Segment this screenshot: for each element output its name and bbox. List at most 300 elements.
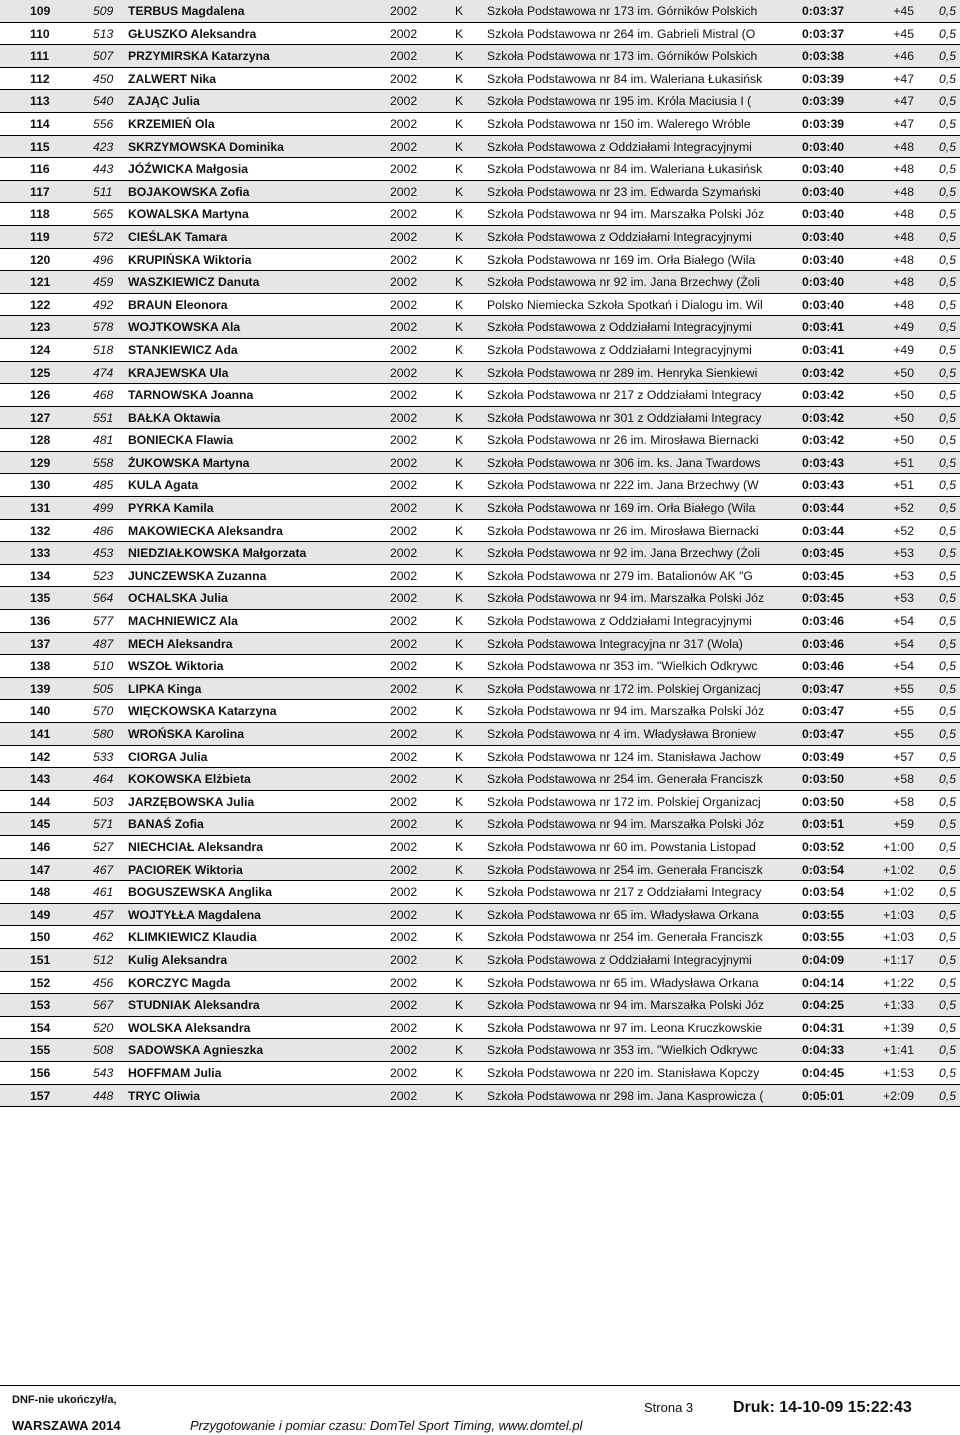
sex-cell: K (455, 388, 464, 403)
year-cell: 2002 (390, 636, 418, 651)
place-cell: 138 (30, 659, 51, 674)
diff-cell: +1:00 (883, 839, 914, 854)
time-cell: 0:03:39 (802, 116, 845, 131)
sex-cell: K (455, 162, 464, 177)
school-cell: Szkoła Podstawowa nr 26 im. Mirosława Biernacki (487, 433, 759, 448)
sex-cell: K (455, 727, 464, 741)
name-cell: WASZKIEWICZ Danuta (128, 275, 260, 290)
time-cell: 0:03:45 (802, 591, 845, 606)
points-cell: 0,5 (939, 320, 956, 335)
name-cell: PACIOREK Wiktoria (128, 862, 243, 877)
points-cell: 0,5 (939, 704, 956, 719)
diff-cell: +48 (893, 207, 914, 222)
table-row (0, 1085, 960, 1108)
sex-cell: K (455, 71, 464, 86)
table-row (0, 678, 960, 701)
name-cell: KLIMKIEWICZ Klaudia (128, 930, 257, 945)
name-cell: BOJAKOWSKA Zofia (128, 184, 250, 199)
name-cell: ZAJĄC Julia (128, 94, 200, 109)
points-cell: 0,5 (939, 636, 956, 651)
sex-cell: K (455, 433, 464, 448)
time-cell: 0:03:45 (802, 546, 845, 561)
bib-cell: 556 (93, 116, 114, 131)
bib-cell: 468 (93, 388, 114, 403)
school-cell: Szkoła Podstawowa nr 172 im. Polskiej Organizacj (487, 794, 761, 809)
place-cell: 142 (30, 749, 51, 764)
table-row (0, 1039, 960, 1062)
time-cell: 0:03:55 (802, 930, 845, 945)
school-cell: Szkoła Podstawowa nr 94 im. Marszałka Polski Józ (487, 817, 765, 832)
name-cell: LIPKA Kinga (128, 681, 202, 696)
time-cell: 0:04:31 (802, 1020, 845, 1035)
year-cell: 2002 (390, 26, 418, 41)
time-cell: 0:03:46 (802, 659, 845, 674)
table-row (0, 181, 960, 204)
points-cell: 0,5 (939, 501, 956, 516)
place-cell: 151 (30, 952, 51, 967)
table-row (0, 136, 960, 159)
sex-cell: K (455, 975, 464, 990)
name-cell: KOKOWSKA Elżbieta (128, 772, 251, 787)
year-cell: 2002 (390, 659, 418, 674)
points-cell: 0,5 (939, 975, 956, 990)
sex-cell: K (455, 478, 464, 493)
name-cell: WROŃSKA Karolina (128, 727, 245, 741)
school-cell: Szkoła Podstawowa nr 65 im. Władysława Orkana (487, 907, 759, 922)
table-row (0, 723, 960, 746)
name-cell: GŁUSZKO Aleksandra (128, 26, 257, 41)
year-cell: 2002 (390, 952, 418, 967)
place-cell: 110 (30, 26, 50, 41)
table-row (0, 90, 960, 113)
name-cell: WSZOŁ Wiktoria (128, 659, 224, 674)
sex-cell: K (455, 184, 464, 199)
name-cell: TRYC Oliwia (128, 1088, 201, 1103)
bib-cell: 462 (93, 930, 114, 945)
table-row (0, 497, 960, 520)
school-cell: Szkoła Podstawowa nr 195 im. Króla Maciusia I ( (487, 94, 752, 109)
diff-cell: +54 (893, 659, 914, 674)
points-cell: 0,5 (939, 907, 956, 922)
name-cell: SADOWSKA Agnieszka (128, 1043, 264, 1058)
bib-cell: 513 (93, 26, 114, 41)
diff-cell: +47 (893, 94, 914, 109)
sex-cell: K (455, 794, 464, 809)
sex-cell: K (455, 410, 464, 425)
year-cell: 2002 (390, 455, 418, 470)
year-cell: 2002 (390, 885, 418, 900)
place-cell: 126 (30, 388, 51, 403)
points-cell: 0,5 (939, 342, 956, 357)
bib-cell: 508 (93, 1043, 114, 1058)
bib-cell: 512 (93, 952, 114, 967)
bib-cell: 474 (93, 365, 114, 380)
bib-cell: 551 (93, 410, 114, 425)
sex-cell: K (455, 207, 464, 222)
table-row (0, 836, 960, 859)
place-cell: 141 (30, 727, 51, 741)
bib-cell: 507 (93, 49, 114, 64)
time-cell: 0:04:09 (802, 952, 845, 967)
table-row (0, 813, 960, 836)
school-cell: Szkoła Podstawowa nr 173 im. Górników Polskich (487, 49, 758, 64)
year-cell: 2002 (390, 342, 418, 357)
sex-cell: K (455, 252, 464, 267)
name-cell: BANAŚ Zofia (128, 817, 204, 832)
diff-cell: +59 (893, 817, 914, 832)
year-cell: 2002 (390, 229, 418, 244)
place-cell: 129 (30, 455, 51, 470)
diff-cell: +1:53 (883, 1065, 914, 1080)
year-cell: 2002 (390, 568, 418, 583)
time-cell: 0:03:42 (802, 433, 845, 448)
points-cell: 0,5 (939, 139, 956, 154)
place-cell: 125 (30, 365, 51, 380)
school-cell: Szkoła Podstawowa nr 254 im. Generała Franciszk (487, 772, 763, 787)
diff-cell: +57 (893, 749, 914, 764)
year-cell: 2002 (390, 388, 418, 403)
name-cell: WOJTYŁŁA Magdalena (128, 907, 261, 922)
place-cell: 111 (30, 49, 49, 64)
sex-cell: K (455, 1088, 464, 1103)
sex-cell: K (455, 546, 464, 561)
year-cell: 2002 (390, 184, 418, 199)
place-cell: 136 (30, 614, 51, 629)
table-row (0, 249, 960, 272)
diff-cell: +1:02 (883, 885, 914, 900)
name-cell: CIEŚLAK Tamara (128, 229, 228, 244)
year-cell: 2002 (390, 1043, 418, 1058)
year-cell: 2002 (390, 591, 418, 606)
bib-cell: 492 (93, 297, 114, 312)
time-cell: 0:03:41 (802, 342, 845, 357)
bib-cell: 467 (93, 862, 114, 877)
school-cell: Szkoła Podstawowa nr 220 im. Stanisława Kopczy (487, 1065, 760, 1080)
sex-cell: K (455, 636, 464, 651)
time-cell: 0:03:52 (802, 839, 845, 854)
time-cell: 0:03:39 (802, 71, 845, 86)
diff-cell: +51 (893, 455, 914, 470)
place-cell: 131 (30, 501, 51, 516)
bib-cell: 511 (93, 184, 113, 199)
bib-cell: 505 (93, 681, 114, 696)
bib-cell: 543 (93, 1065, 114, 1080)
diff-cell: +48 (893, 229, 914, 244)
place-cell: 153 (30, 998, 51, 1013)
year-cell: 2002 (390, 297, 418, 312)
school-cell: Szkoła Podstawowa z Oddziałami Integracyjnymi (487, 952, 752, 967)
table-row (0, 994, 960, 1017)
time-cell: 0:03:41 (802, 320, 845, 335)
school-cell: Szkoła Podstawowa nr 254 im. Generała Franciszk (487, 862, 763, 877)
name-cell: OCHALSKA Julia (128, 591, 228, 606)
diff-cell: +1:02 (883, 862, 914, 877)
year-cell: 2002 (390, 794, 418, 809)
table-row (0, 949, 960, 972)
school-cell: Szkoła Podstawowa nr 94 im. Marszałka Polski Józ (487, 591, 765, 606)
table-row (0, 45, 960, 68)
year-cell: 2002 (390, 365, 418, 380)
name-cell: KOWALSKA Martyna (128, 207, 249, 222)
table-row (0, 294, 960, 317)
diff-cell: +52 (893, 501, 914, 516)
diff-cell: +48 (893, 184, 914, 199)
school-cell: Szkoła Podstawowa nr 94 im. Marszałka Polski Józ (487, 998, 765, 1013)
school-cell: Szkoła Podstawowa nr 94 im. Marszałka Polski Józ (487, 704, 765, 719)
school-cell: Szkoła Podstawowa nr 92 im. Jana Brzechwy (Żoli (487, 546, 760, 561)
time-cell: 0:03:46 (802, 636, 845, 651)
name-cell: JUNCZEWSKA Zuzanna (128, 568, 267, 583)
bib-cell: 580 (93, 727, 114, 741)
place-cell: 116 (30, 162, 50, 177)
sex-cell: K (455, 998, 464, 1013)
table-row (0, 700, 960, 723)
sex-cell: K (455, 26, 464, 41)
place-cell: 124 (30, 342, 51, 357)
place-cell: 145 (30, 817, 51, 832)
sex-cell: K (455, 659, 464, 674)
year-cell: 2002 (390, 1020, 418, 1035)
school-cell: Szkoła Podstawowa nr 169 im. Orła Białego (Wila (487, 252, 756, 267)
bib-cell: 540 (93, 94, 114, 109)
sex-cell: K (455, 862, 464, 877)
time-cell: 0:03:42 (802, 410, 845, 425)
year-cell: 2002 (390, 139, 418, 154)
school-cell: Szkoła Podstawowa nr 92 im. Jana Brzechwy (Żoli (487, 275, 760, 290)
points-cell: 0,5 (939, 162, 956, 177)
diff-cell: +1:39 (883, 1020, 914, 1035)
time-cell: 0:04:14 (802, 975, 845, 990)
time-cell: 0:04:33 (802, 1043, 845, 1058)
time-cell: 0:03:45 (802, 568, 845, 583)
place-cell: 121 (30, 275, 51, 290)
time-cell: 0:03:42 (802, 365, 845, 380)
time-cell: 0:03:55 (802, 907, 845, 922)
name-cell: WIĘCKOWSKA Katarzyna (128, 704, 277, 719)
table-row (0, 339, 960, 362)
school-cell: Szkoła Podstawowa nr 124 im. Stanisława Jachow (487, 749, 761, 764)
points-cell: 0,5 (939, 71, 956, 86)
diff-cell: +51 (893, 478, 914, 493)
year-cell: 2002 (390, 252, 418, 267)
table-row (0, 972, 960, 995)
year-cell: 2002 (390, 817, 418, 832)
diff-cell: +47 (893, 116, 914, 131)
points-cell: 0,5 (939, 952, 956, 967)
table-row (0, 1017, 960, 1040)
sex-cell: K (455, 1020, 464, 1035)
school-cell: Szkoła Podstawowa z Oddziałami Integracyjnymi (487, 139, 752, 154)
diff-cell: +1:03 (883, 907, 914, 922)
sex-cell: K (455, 614, 464, 629)
timing-credit: Przygotowanie i pomiar czasu: DomTel Sport Timing, www.domtel.pl (190, 1418, 583, 1433)
diff-cell: +49 (893, 342, 914, 357)
diff-cell: +48 (893, 162, 914, 177)
bib-cell: 450 (93, 71, 114, 86)
diff-cell: +53 (893, 591, 914, 606)
name-cell: STANKIEWICZ Ada (128, 342, 238, 357)
school-cell: Szkoła Podstawowa nr 97 im. Leona Kruczkowskie (487, 1020, 763, 1035)
name-cell: BRAUN Eleonora (128, 297, 228, 312)
table-row (0, 362, 960, 385)
sex-cell: K (455, 320, 464, 335)
year-cell: 2002 (390, 116, 418, 131)
points-cell: 0,5 (939, 794, 956, 809)
diff-cell: +50 (893, 365, 914, 380)
school-cell: Szkoła Podstawowa Integracyjna nr 317 (Wola) (487, 636, 743, 651)
diff-cell: +53 (893, 546, 914, 561)
time-cell: 0:03:50 (802, 794, 845, 809)
points-cell: 0,5 (939, 252, 956, 267)
time-cell: 0:03:37 (802, 26, 845, 41)
points-cell: 0,5 (939, 614, 956, 629)
year-cell: 2002 (390, 1088, 418, 1103)
print-timestamp: Druk: 14-10-09 15:22:43 (733, 1399, 912, 1416)
table-row (0, 520, 960, 543)
points-cell: 0,5 (939, 184, 956, 199)
points-cell: 0,5 (939, 523, 956, 538)
name-cell: BONIECKA Flawia (128, 433, 234, 448)
bib-cell: 572 (93, 229, 114, 244)
points-cell: 0,5 (939, 749, 956, 764)
place-cell: 122 (30, 297, 51, 312)
name-cell: MECH Aleksandra (128, 636, 233, 651)
time-cell: 0:03:43 (802, 455, 845, 470)
year-cell: 2002 (390, 975, 418, 990)
bib-cell: 486 (93, 523, 114, 538)
bib-cell: 443 (93, 162, 114, 177)
diff-cell: +53 (893, 568, 914, 583)
diff-cell: +46 (893, 49, 914, 64)
place-cell: 154 (30, 1020, 51, 1035)
sex-cell: K (455, 1043, 464, 1058)
sex-cell: K (455, 501, 464, 516)
place-cell: 133 (30, 546, 51, 561)
table-row (0, 68, 960, 91)
school-cell: Szkoła Podstawowa nr 353 im. "Wielkich Odkrywc (487, 1043, 758, 1058)
diff-cell: +49 (893, 320, 914, 335)
name-cell: ZALWERT Nika (128, 71, 217, 86)
bib-cell: 461 (93, 885, 114, 900)
name-cell: JARZĘBOWSKA Julia (128, 794, 255, 809)
table-row (0, 768, 960, 791)
table-row (0, 452, 960, 475)
bib-cell: 578 (93, 320, 114, 335)
name-cell: KRUPIŃSKA Wiktoria (128, 252, 252, 267)
diff-cell: +1:17 (883, 952, 914, 967)
school-cell: Szkoła Podstawowa nr 279 im. Batalionów AK "G (487, 568, 753, 583)
bib-cell: 510 (93, 659, 114, 674)
name-cell: KRZEMIEŃ Ola (128, 116, 215, 131)
name-cell: MAKOWIECKA Aleksandra (128, 523, 283, 538)
year-cell: 2002 (390, 907, 418, 922)
table-row (0, 655, 960, 678)
bib-cell: 577 (93, 614, 114, 629)
table-row (0, 429, 960, 452)
diff-cell: +55 (893, 727, 914, 741)
table-row (0, 203, 960, 226)
table-row (0, 23, 960, 46)
bib-cell: 448 (93, 1088, 114, 1103)
table-row (0, 859, 960, 882)
school-cell: Szkoła Podstawowa nr 173 im. Górników Polskich (487, 4, 758, 18)
time-cell: 0:03:40 (802, 139, 845, 154)
table-row (0, 0, 960, 23)
sex-cell: K (455, 817, 464, 832)
place-cell: 123 (30, 320, 51, 335)
school-cell: Szkoła Podstawowa nr 60 im. Powstania Listopad (487, 839, 756, 854)
place-cell: 144 (30, 794, 51, 809)
bib-cell: 499 (93, 501, 114, 516)
place-cell: 114 (30, 116, 50, 131)
school-cell: Szkoła Podstawowa z Oddziałami Integracyjnymi (487, 229, 752, 244)
school-cell: Szkoła Podstawowa nr 169 im. Orła Białego (Wila (487, 501, 756, 516)
diff-cell: +48 (893, 139, 914, 154)
points-cell: 0,5 (939, 297, 956, 312)
bib-cell: 459 (93, 275, 114, 290)
points-cell: 0,5 (939, 817, 956, 832)
sex-cell: K (455, 229, 464, 244)
table-row (0, 316, 960, 339)
points-cell: 0,5 (939, 546, 956, 561)
time-cell: 0:04:25 (802, 998, 845, 1013)
points-cell: 0,5 (939, 4, 956, 18)
page-footer (0, 1380, 960, 1435)
table-row (0, 881, 960, 904)
sex-cell: K (455, 523, 464, 538)
points-cell: 0,5 (939, 365, 956, 380)
table-row (0, 1062, 960, 1085)
points-cell: 0,5 (939, 229, 956, 244)
bib-cell: 533 (93, 749, 114, 764)
name-cell: KRAJEWSKA Ula (128, 365, 229, 380)
year-cell: 2002 (390, 998, 418, 1013)
sex-cell: K (455, 4, 464, 18)
bib-cell: 571 (93, 817, 114, 832)
year-cell: 2002 (390, 839, 418, 854)
name-cell: KULA Agata (128, 478, 199, 493)
sex-cell: K (455, 772, 464, 787)
name-cell: ŻUKOWSKA Martyna (128, 455, 250, 470)
diff-cell: +2:09 (883, 1088, 914, 1103)
time-cell: 0:03:47 (802, 681, 845, 696)
points-cell: 0,5 (939, 388, 956, 403)
diff-cell: +50 (893, 433, 914, 448)
points-cell: 0,5 (939, 862, 956, 877)
school-cell: Polsko Niemiecka Szkoła Spotkań i Dialogu im. Wil (487, 297, 763, 312)
school-cell: Szkoła Podstawowa nr 84 im. Waleriana Łukasińsk (487, 71, 763, 86)
place-cell: 143 (30, 772, 51, 787)
bib-cell: 456 (93, 975, 114, 990)
table-row (0, 407, 960, 430)
place-cell: 134 (30, 568, 51, 583)
points-cell: 0,5 (939, 49, 956, 64)
place-cell: 119 (30, 229, 50, 244)
points-cell: 0,5 (939, 410, 956, 425)
time-cell: 0:03:38 (802, 49, 845, 64)
place-cell: 156 (30, 1065, 51, 1080)
sex-cell: K (455, 930, 464, 945)
table-row (0, 113, 960, 136)
place-cell: 155 (30, 1043, 51, 1058)
time-cell: 0:03:40 (802, 162, 845, 177)
place-cell: 147 (30, 862, 51, 877)
bib-cell: 567 (93, 998, 114, 1013)
year-cell: 2002 (390, 4, 418, 18)
sex-cell: K (455, 365, 464, 380)
diff-cell: +1:03 (883, 930, 914, 945)
page-number: Strona 3 (644, 1400, 694, 1415)
